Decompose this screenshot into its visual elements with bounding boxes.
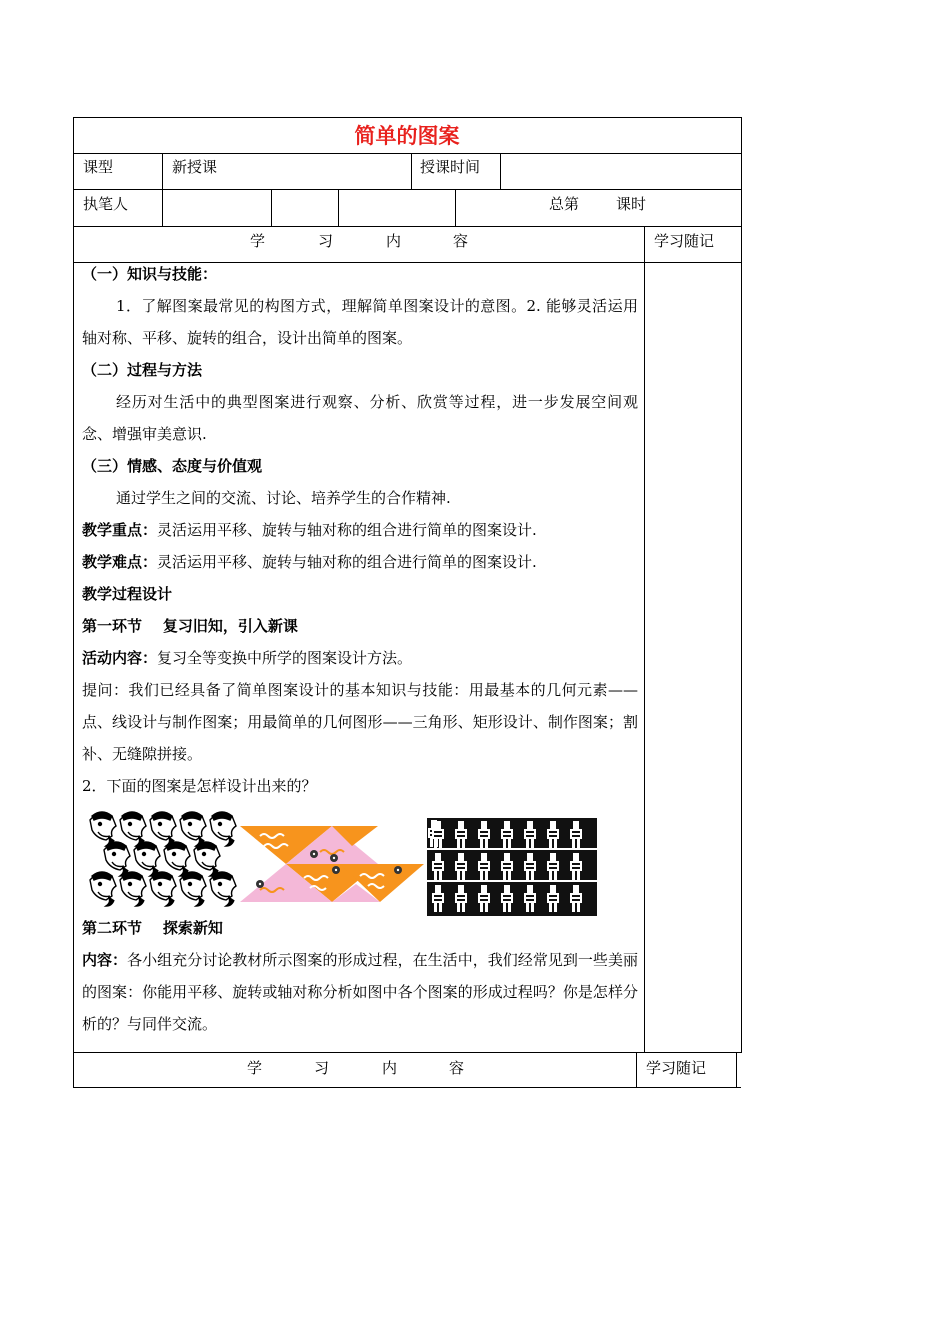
col-line-b (411, 153, 412, 190)
section-3-title: （三）情感、态度与价值观 (82, 457, 263, 475)
table-border-right (741, 117, 742, 1053)
heading2-char-1: 学 (247, 1059, 263, 1077)
heading2-char-4: 容 (449, 1059, 465, 1077)
explore-label: 内容： (82, 951, 128, 969)
difficulty-label: 教学难点： (82, 553, 158, 571)
row-line-6 (73, 1087, 741, 1088)
type-value: 新授课 (172, 158, 218, 176)
row-line-5 (73, 1052, 742, 1053)
row-line-3 (73, 226, 742, 227)
question-text: 提问：我们已经具备了简单图案设计的基本知识与技能：用最基本的几何元素——点、线设计与制作图案；用最简单的几何图形——三角形、矩形设计、制作图案；割补、无缝隙拼接。 (82, 681, 638, 763)
notes-column-line (644, 226, 645, 1053)
section-2-text: 经历对生活中的典型图案进行观察、分析、欣赏等过程，进一步发展空间观念、增强审美意识. (82, 393, 638, 443)
section-2-title: （二）过程与方法 (82, 361, 203, 379)
figures-grid-image (427, 818, 597, 916)
heading-char-4: 容 (453, 232, 469, 250)
explore-content (82, 944, 638, 1040)
page-title: 简单的图案 (354, 124, 460, 148)
key-point-label: 教学重点： (82, 521, 158, 539)
notes-column-line-2 (636, 1052, 637, 1088)
col-line-a (162, 153, 163, 226)
row-line-1 (73, 153, 742, 154)
activity-label: 活动内容： (82, 649, 158, 667)
author-label: 执笔人 (83, 195, 129, 213)
explore-text: 各小组充分讨论教材所示图案的形成过程，在生活中，我们经常见到一些美丽的图案：你能用平移、旋转或轴对称分析如图中各个图案的形成过程吗？你是怎样分析的？与同伴交流。 (82, 951, 638, 1033)
heading-char-3: 内 (386, 232, 402, 250)
lesson-content (82, 258, 638, 802)
process-title: 教学过程设计 (82, 585, 173, 603)
row-line-2 (73, 189, 742, 190)
section-1-title: （一）知识与技能： (82, 265, 218, 283)
notes-heading: 学习随记 (654, 232, 715, 250)
heading2-char-3: 内 (382, 1059, 398, 1077)
section-3-text: 通过学生之间的交流、讨论、培养学生的合作精神. (116, 489, 451, 507)
faces-tessellation-image (86, 806, 238, 908)
step-1-title: 第一环节 复习旧知，引入新课 (82, 617, 298, 635)
section-1-text: 1．了解图案最常见的构图方式，理解简单图案设计的意图。2. 能够灵活运用轴对称、平移、旋转的组合，设计出简单的图案。 (82, 297, 638, 347)
key-point-text: 灵活运用平移、旋转与轴对称的组合进行简单的图案设计. (157, 521, 537, 539)
total-label: 总第 (549, 195, 580, 213)
notes-heading-2: 学习随记 (646, 1059, 707, 1077)
difficulty-text: 灵活运用平移、旋转与轴对称的组合进行简单的图案设计. (157, 553, 537, 571)
activity (82, 642, 638, 674)
heading-char-1: 学 (250, 232, 266, 250)
heading-char-2: 习 (318, 232, 334, 250)
period-label: 课时 (616, 195, 647, 213)
step-2-title: 第二环节 探索新知 (82, 919, 223, 937)
col-line-d (271, 189, 272, 226)
notes-column-line-3 (736, 1052, 737, 1088)
type-label: 课型 (83, 158, 114, 176)
activity-text: 复习全等变换中所学的图案设计方法。 (157, 649, 413, 667)
heading2-char-2: 习 (314, 1059, 330, 1077)
col-line-c (500, 153, 501, 190)
col-line-e (338, 189, 339, 226)
difficulty (82, 546, 638, 578)
triangle-pattern-image (240, 824, 424, 904)
table-border-top (73, 117, 742, 118)
key-point (82, 514, 638, 546)
time-label: 授课时间 (420, 158, 481, 176)
lesson-content-2 (82, 912, 638, 1040)
question-2-text: 2．下面的图案是怎样设计出来的？ (82, 777, 317, 795)
col-line-f (455, 189, 456, 226)
